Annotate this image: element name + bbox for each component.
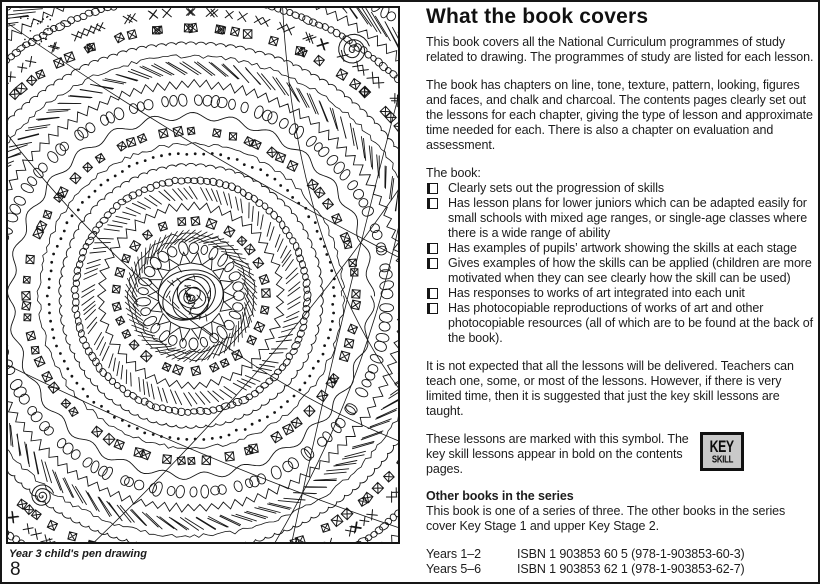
list-item-text: Has lesson plans for lower juniors which can be adapted easily for small schools with mixed age ranges, or single-age classes where there is a wide range of ability	[448, 196, 808, 240]
checkbox-bullet-icon	[427, 183, 438, 194]
key-skill-badge-icon	[700, 432, 744, 471]
figure-frame	[6, 6, 400, 544]
list-item	[426, 286, 818, 301]
edition-row	[426, 547, 818, 562]
key-skill-row	[426, 432, 818, 477]
paragraph-intro: This book covers all the National Curriculum programmes of study related to drawing. The programmes of study are listed for each lesson.	[426, 35, 814, 64]
edition-row	[426, 562, 818, 577]
list-item	[426, 196, 818, 241]
paragraph-delivery: It is not expected that all the lessons will be delivered. Teachers can teach one, some, or most of the lessons. However, if there is very limited time, then it is suggested that just the key skill lessons are taught.	[426, 359, 794, 418]
key-skill-text: These lessons are marked with this symbol. The key skill lessons appear in bold on the contents pages.	[426, 432, 689, 476]
list-item	[426, 241, 818, 256]
key-badge-line1: KEY	[710, 436, 735, 456]
checkbox-bullet-icon	[427, 288, 438, 299]
figure-caption: Year 3 child's pen drawing	[9, 548, 147, 560]
checkbox-bullet-icon	[427, 303, 438, 314]
other-books-heading: Other books in the series	[426, 489, 574, 503]
checkbox-bullet-icon	[427, 258, 438, 269]
list-item	[426, 301, 818, 346]
list-item-text: Has photocopiable reproductions of works of art and other photocopiable resources (all of which are to be found at the back of the book).	[448, 301, 813, 345]
edition-isbn: ISBN 1 903853 62 1 (978-1-903853-62-7)	[517, 562, 745, 576]
checkbox-bullet-icon	[427, 198, 438, 209]
feature-list	[426, 181, 818, 346]
list-item-text: Has examples of pupils’ artwork showing the skills at each stage	[448, 241, 797, 255]
list-item	[426, 181, 818, 196]
list-item	[426, 256, 818, 286]
paragraph-chapters: The book has chapters on line, tone, texture, pattern, looking, figures and faces, and chalk and charcoal. The contents pages clearly set out the lessons for each chapter, giving the type of lesson and approximate time needed for each. There is also a chapter on evaluation and assessment.	[426, 78, 813, 152]
article-column	[426, 4, 818, 577]
edition-years: Years 1–2	[426, 547, 481, 561]
list-item-text: Gives examples of how the skills can be applied (children are more motivated when they can see clearly how the skill can be used)	[448, 256, 812, 285]
key-badge-line2: SKILL	[711, 453, 733, 466]
edition-years: Years 5–6	[426, 562, 481, 576]
article-title: What the book covers	[426, 5, 649, 28]
list-item-text: Has responses to works of art integrated into each unit	[448, 286, 745, 300]
editions-table	[426, 547, 818, 577]
checkbox-bullet-icon	[427, 243, 438, 254]
edition-isbn: ISBN 1 903853 60 5 (978-1-903853-60-3)	[517, 547, 745, 561]
pen-drawing	[8, 8, 398, 542]
list-item-text: Clearly sets out the progression of skills	[448, 181, 665, 195]
page-number: 8	[10, 559, 21, 580]
list-intro: The book:	[426, 166, 481, 180]
other-books-paragraph: This book is one of a series of three. The other books in the series cover Key Stage 1 and upper Key Stage 2.	[426, 504, 786, 533]
